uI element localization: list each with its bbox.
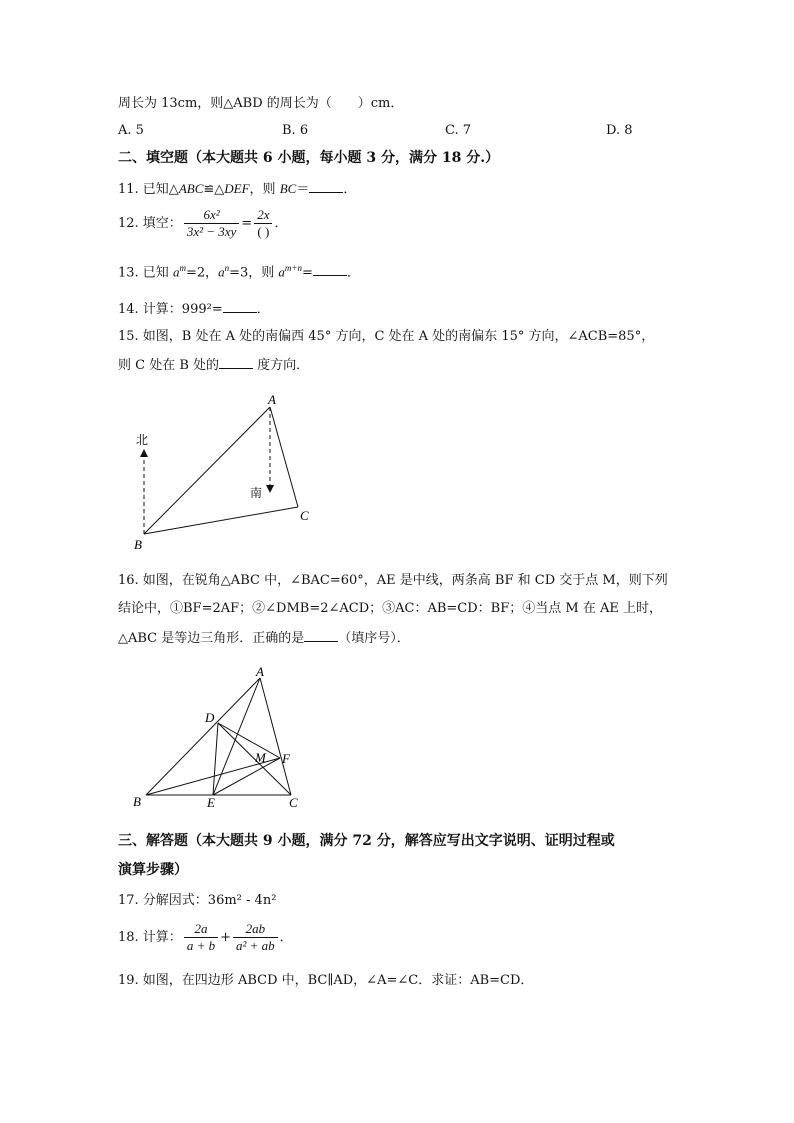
label-e: E	[207, 795, 215, 810]
segment-ac	[270, 407, 298, 507]
question-18: 18. 计算： $\frac{2a}{a + b}$ + $\frac{2ab}{\text{a² + ab}}$ ．	[118, 921, 293, 954]
question-11: 11. 已知△ABC≌△DEF，则 BC＝ ．	[118, 181, 357, 197]
label-c: C	[289, 795, 298, 810]
q10-option-c: C. 7	[445, 123, 472, 138]
question-16-line1: 16. 如图，在锐角△ABC 中，∠BAC=60°，AE 是中线，两条高 BF 和 CD 交于点 M，则下列	[118, 573, 668, 588]
fraction-lhs: $\frac{\text{6x²}}{\text{3x² − 3xy}}$	[184, 207, 239, 241]
segment-df	[218, 723, 280, 758]
median-ae	[213, 678, 260, 795]
side-ac	[260, 678, 291, 795]
q10-stem: 周长为 13cm，则△ABD 的周长为（ ）cm．	[118, 96, 404, 111]
fraction-1: $\frac{2a}{a + b}$	[184, 921, 218, 955]
label-m: M	[255, 750, 266, 765]
label-south: 南	[250, 486, 263, 500]
q10-option-b: B. 6	[282, 123, 309, 138]
label-a: A	[268, 392, 276, 407]
answer-blank-11	[309, 180, 343, 193]
question-15-line1: 15. 如图，B 处在 A 处的南偏西 45° 方向，C 处在 A 处的南偏东 15° 方向，∠ACB=85°，	[118, 329, 655, 344]
label-north: 北	[136, 433, 149, 447]
question-12: 12. 填空： $\frac{\text{6x²}}{\text{3x² − 3xy}}$ = $\frac{2x}{( )}$ ．	[118, 207, 288, 240]
fraction-rhs: $\frac{2x}{( )}$	[254, 207, 272, 241]
label-b: B	[133, 794, 141, 809]
answer-blank-16	[304, 629, 338, 642]
q10-option-a: A. 5	[118, 123, 144, 138]
question-16-line2: 结论中，①BF=2AF；②∠DMB=2∠ACD；③AC：AB=CD：BF；④当点 M 在 AE 上时，	[118, 601, 662, 616]
question-16-line3: △ABC 是等边三角形．正确的是 （填序号）．	[118, 631, 410, 646]
fraction-2: $\frac{2ab}{\text{a² + ab}}$	[233, 921, 278, 955]
label-d: D	[205, 710, 215, 725]
section-3-title-line2: 演算步骤）	[118, 862, 188, 878]
answer-blank-15	[219, 356, 253, 369]
question-15-line2: 则 C 处在 B 处的 度方向．	[118, 358, 310, 373]
answer-blank-13	[313, 263, 347, 276]
section-2-title: 二、填空题（本大题共 6 小题，每小题 3 分，满分 18 分.）	[118, 150, 500, 166]
label-a: A	[256, 664, 264, 679]
question-17: 17. 分解因式：36m² - 4n²	[118, 893, 277, 908]
q10-option-d: D. 8	[606, 123, 633, 138]
question-13: 13. 已知 $a^m=2$，$a^n=3$，则 $a^{m+n}=$ ．	[118, 263, 360, 281]
question-19: 19. 如图，在四边形 ABCD 中，BC∥AD，∠A=∠C．求证：AB=CD．	[118, 973, 534, 988]
answer-blank-14	[223, 300, 257, 313]
label-f: F	[282, 751, 290, 766]
question-14: 14. 计算：999²= ．	[118, 302, 270, 317]
label-c: C	[300, 508, 309, 523]
label-b: B	[134, 537, 142, 552]
section-3-title-line1: 三、解答题（本大题共 9 小题，满分 72 分，解答应写出文字说明、证明过程或	[118, 833, 615, 849]
q16-triangle-figure	[125, 664, 315, 814]
segment-ef	[213, 758, 280, 795]
q15-direction-figure	[120, 385, 330, 555]
